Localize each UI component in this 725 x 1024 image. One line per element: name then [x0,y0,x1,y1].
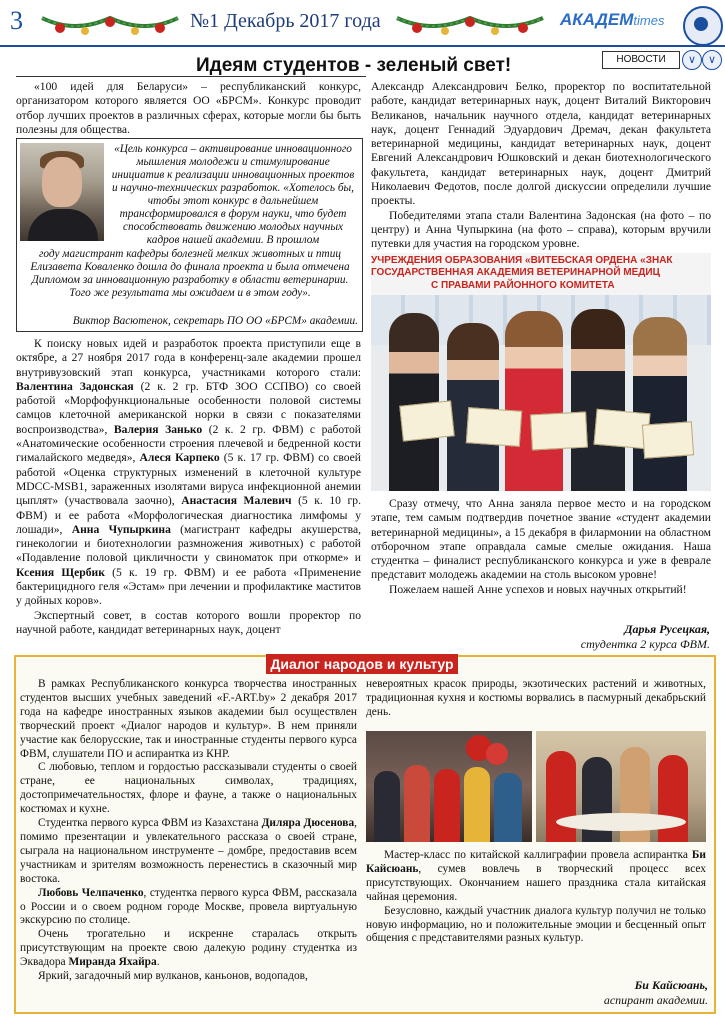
newspaper-logo: АКАДЕМtimes [560,10,665,29]
article-body-right-bottom: Сразу отмечу, что Анна заняла первое место и на городском этапе, тем самым подтвердив почетное звание «студент академии ветеринарной медицины», а 15 декабря в филармонии на областном отборочном этапе оправдала самые смелые ожидания. Наша студентка – финалист республиканского конкурса и уже в феврале представит молодежь академии на столь высоком уровне! Пожелаем нашей Анне успехов и новых научных открытий! [371,497,711,596]
page-header [0,0,725,46]
quote-text: «Цель конкурса – активирование инновационного мышления молодежи и стимулирование инициатив к реализации инновационных проектов и научно-технических разработок. «Хотелось бы, чтобы этот конкурс в дальнейшем трансформировался в форум науки, что будет способствовать движению молодых научных кадров нашей академии. В прошлом [111,143,355,246]
header-divider [0,45,725,47]
page-number: 3 [10,6,23,35]
tea-ceremony-photo [536,731,706,842]
culture-body-right: Мастер-класс по китайской каллиграфии провела аспирантка Би Кайсюань, сумев вовлечь в творческий процесс всех присутствующих. Окончанием нашего праздника стала китайская чайная церемония. Безусловно, каждый участник диалога культур получил не только новую информацию, но и положительные эмоции и бесценный опыт общения с представителями разных культур. [366,849,706,945]
section-label: НОВОСТИ [602,51,680,69]
culture-body-right-top: невероятных красок природы, экзотических растений и животных, традиционная кухня и костюмы ворвались в пасмурный декабрьский день. [366,678,706,718]
article-body-left: К поиску новых идей и разработок проекта приступили еще в октябре, а 27 ноября 2017 года в конференц-зале академии прошел внутривузовский этап конкурса, участниками которого стали: Валентина Задонская (2 к. 2 гр. БТФ ЗОО ССПВО) со своей работой «Морфофункциональные особенности половой системы самцов клеточной американской норки в связи с показателями воспроизводства», Валерия Занько (2 к. 2 гр. ФВМ) с работой «Анатомические особенности строения плечевой и бедренной кости гималайского медведя», Алеся Карпеко (5 к. 17 гр. ФВМ) со своей работой «Оценка структурных изменений в клеточной культуре MDCC-MSB1, зараженных изолятами вируса инфекционной анемии цыплят» (участвовала заочно), Анастасия Малевич (5 к. 10 гр. ФВМ) и ее работа «Морфологическая диагностика лимфомы у лошади», Анна Чупыркина (магистрант кафедры акушерства, гинекологии и биотехнологии размножения животных) с работой «Подавление половой цикличности у свиноматок при откорме» и Ксения Щербик (5 к. 19 гр. ФВМ) и ее работа «Применение бактерицидного геля «Эстам» при лечении и профилактике маститов у дойных коров». Экспертный совет, в состав которого вошли проректор по научной работе, кандидат ветеринарных наук, доцент [16,337,361,636]
culture-body-left: В рамках Республиканского конкурса творчества иностранных студентов высших учебных заведений «F.-ART.by» 2 декабря 2017 года на кафедре иностранных языков академии был осуществлен творческий проект «Диалог народов и культур». В нем приняли участие как белорусские, так и иностранные студенты первого курса ФВМ, слушатели ПО и аспирантка из КНР. С любовью, теплом и гордостью рассказывали студенты о своей стране, ее национальных символах, традициях, достопримечательностях, флоре и фауне, а также о национальных костюмах и кухне. Студентка первого курса ФВМ из Казахстана Диляра Дюсенова, помимо презентации и увлекательного рассказа о своей стране, сыграла на национальном инструменте – домбре, предоставив всем участникам и зрителям возможность перенестись в сказочный мир востока. Любовь Челпаченко, студентка первого курса ФВМ, рассказала о России и о своем родном городе Москве, провела виртуальную экскурсию по столице. Очень трогательно и искренне старалась открыть присутствующим на проекте свою далекую родину студентка из Эквадора Миранда Яхайра. Яркий, загадочный мир вулканов, каньонов, водопадов, [20,678,357,983]
chevron-down-icon: ∨ [702,50,722,70]
article-byline: Дарья Русецкая, студентка 2 курса ФВМ. [580,622,710,651]
headline-rule [16,76,366,77]
culture-article-title: Диалог народов и культур [266,654,458,674]
chevron-down-icon: ∨ [682,50,702,70]
winners-photo: УЧРЕЖДЕНИЯ ОБРАЗОВАНИЯ «ВИТЕБСКАЯ ОРДЕНА «ЗНАК ГОСУДАРСТВЕННАЯ АКАДЕМИЯ ВЕТЕРИНАРНОЙ МЕДИЦ С ПРАВАМИ РАЙОННОГО КОМИТЕТА [371,253,711,491]
portrait-photo [20,143,104,241]
issue-date: №1 Декабрь 2017 года [190,10,381,32]
article-body-right: Александр Александрович Белко, проректор по воспитательной работе, кандидат ветеринарных наук, доцент Виталий Викторович Великанов, начальник научного отдела, кандидат ветеринарных наук, доцент Геннадий Эдуардович Дремач, декан факультета ветеринарной медицины, кандидат ветеринарных наук, доцент Евгений Александрович Юшковский и декан биотехнологического факультета, кандидат ветеринарных наук, доцент Дмитрий Николаевич Федотов, после долгой дискуссии определили лучшие проекты. Победителями этапа стали Валентина Задонская (на фото – по центру) и Анна Чупыркина (на фото – справа), которым вручили путевки для участия на городском уровне. [371,80,711,251]
christmas-garland-icon [395,6,545,40]
culture-byline: Би Кайсюань, аспирант академии. [603,978,708,1007]
students-group-photo [366,731,532,842]
christmas-garland-icon [40,6,180,40]
article-intro: «100 идей для Беларуси» – республиканский конкурс, организатором которого является ОО «БРСМ». Конкурс проводит отбор лучших проектов в различных сферах, которые могли бы быть полезны для общества. [16,80,361,136]
quote-text-continued: году магистрант кафедры болезней мелких животных и птиц Елизавета Коваленко дошла до финала проекта и была отмечена Дипломом за инновационную разработку в области ветеринарии. Того же результата мы ожидаем и в этом году». [30,248,350,299]
article-headline: Идеям студентов - зеленый свет! [196,55,512,76]
academy-seal-icon [683,6,723,46]
quote-signature: Виктор Васютенок, секретарь ПО ОО «БРСМ» академии. [72,315,358,327]
